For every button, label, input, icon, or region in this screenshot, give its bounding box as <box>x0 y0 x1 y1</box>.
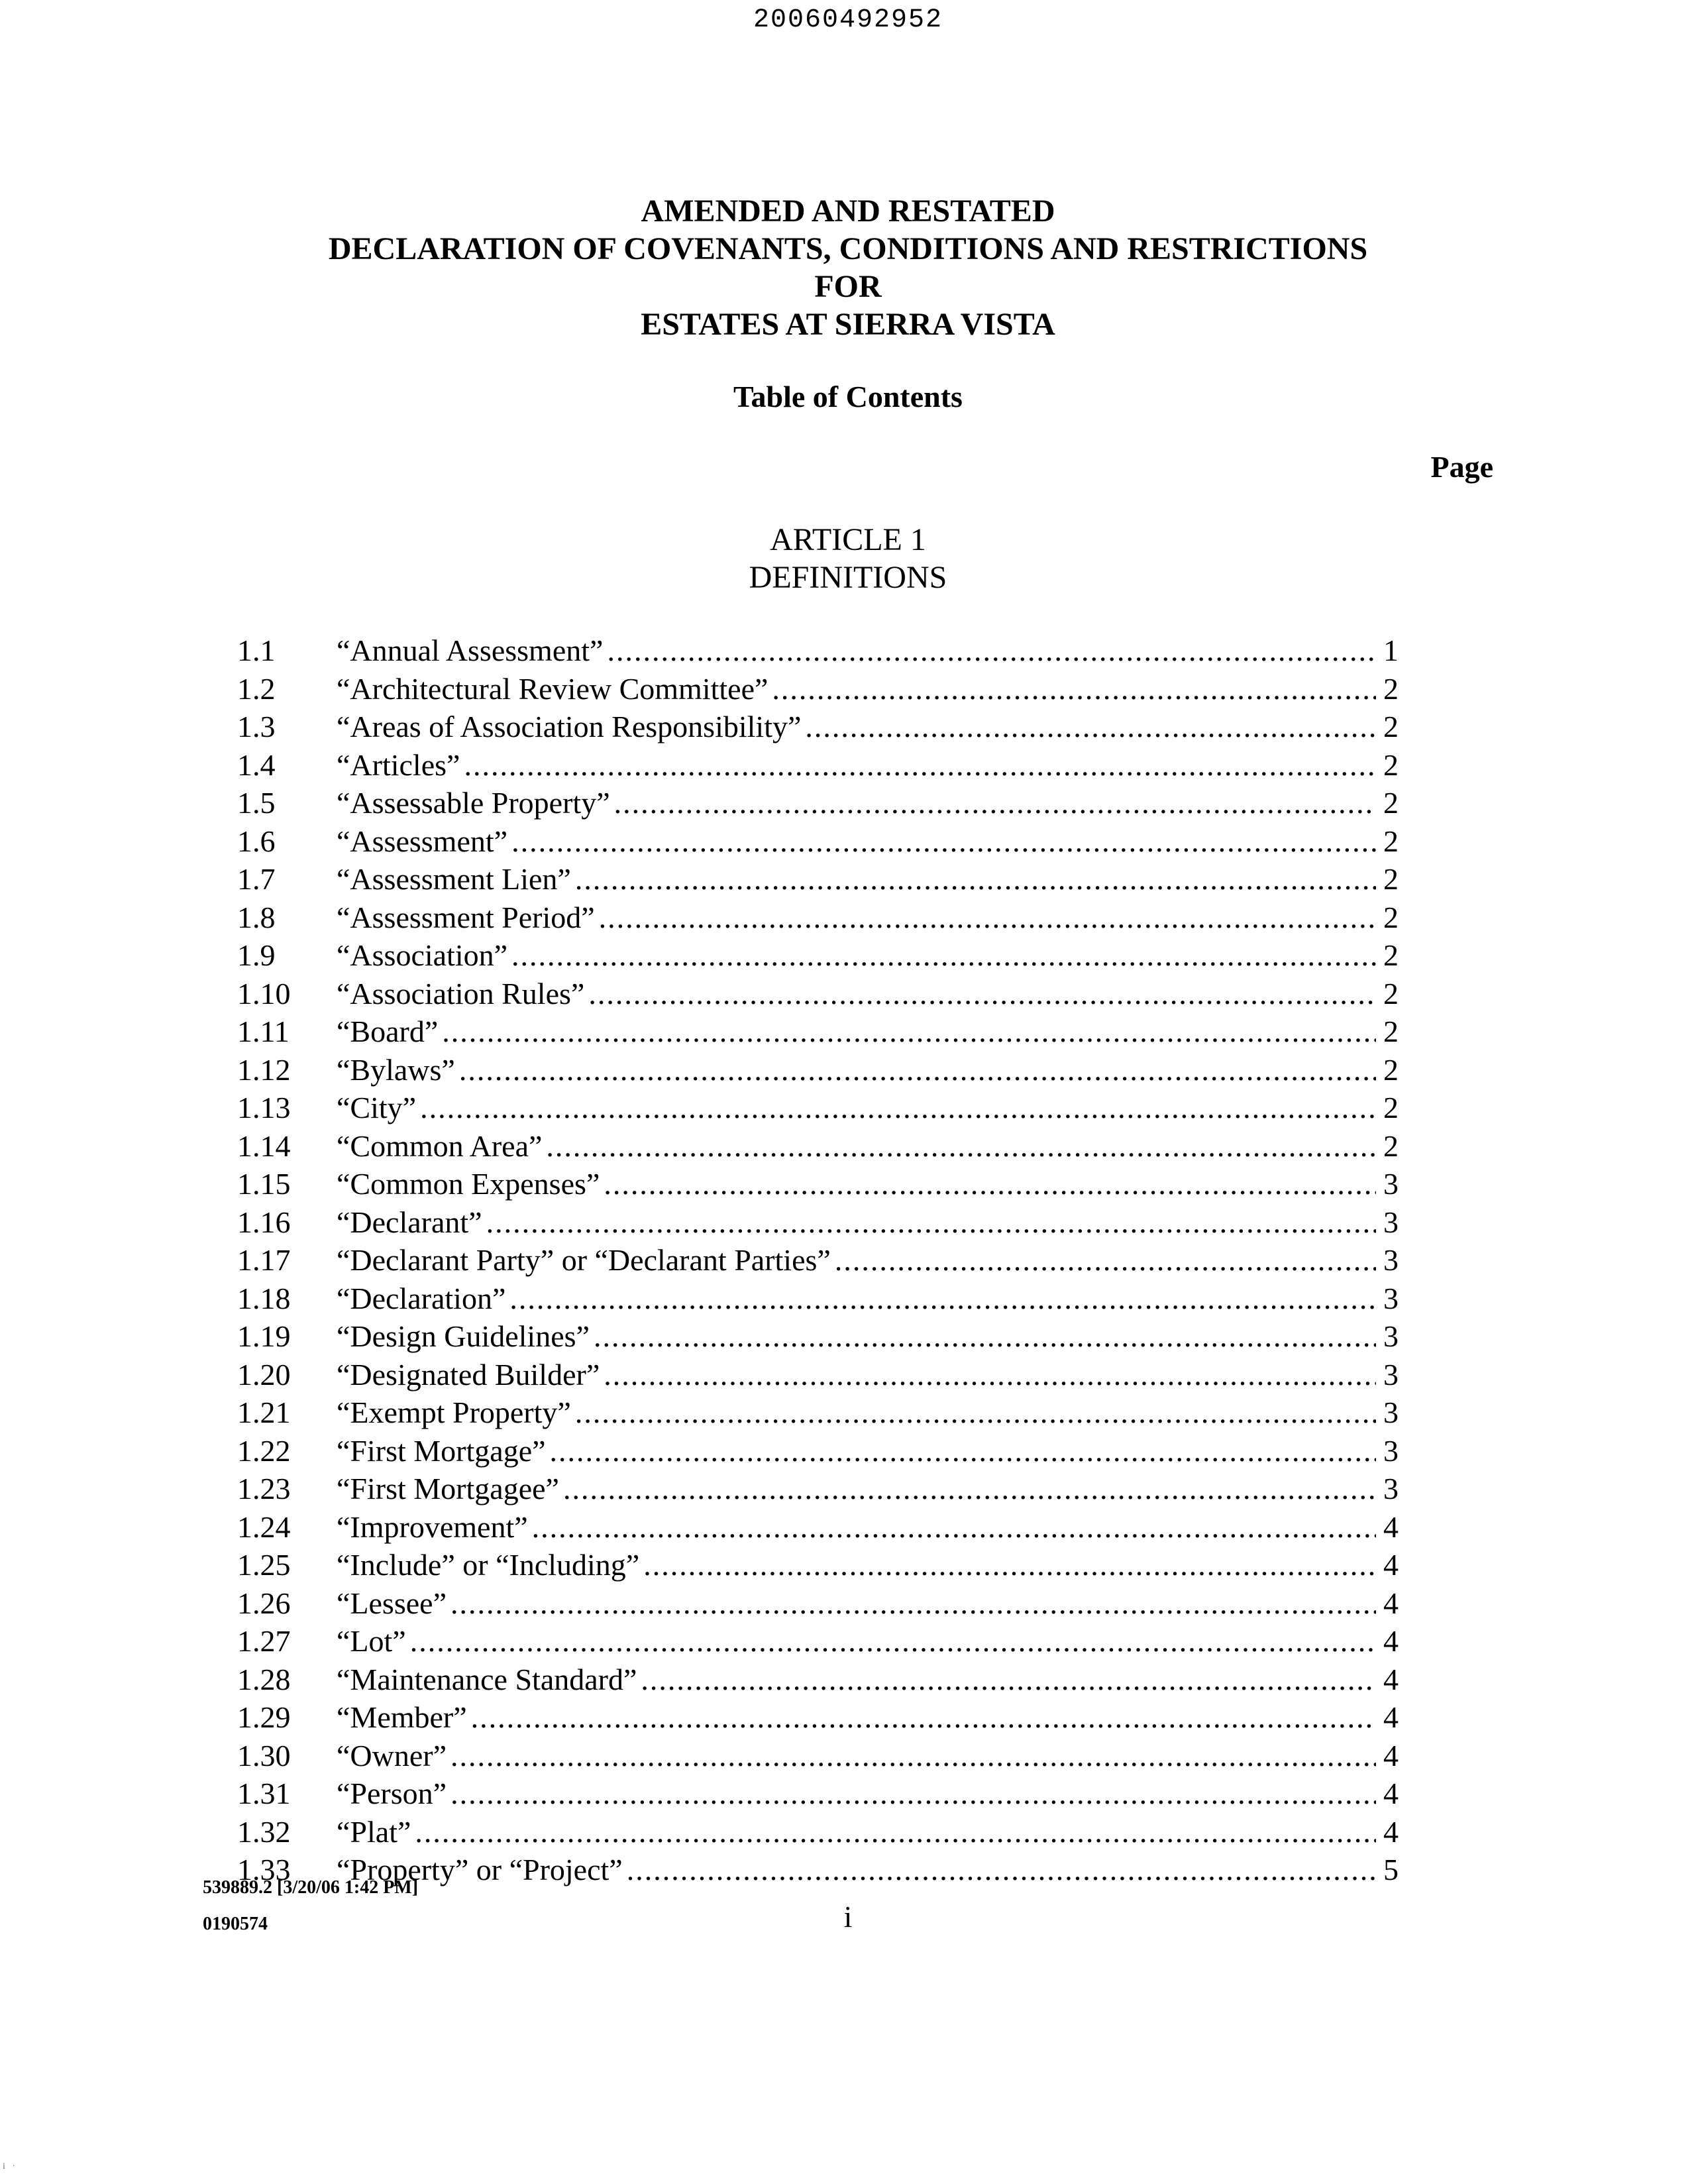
toc-entry-page: 2 <box>1383 747 1399 782</box>
toc-entry-number: 1.26 <box>237 1586 291 1620</box>
toc-entry-number: 1.30 <box>237 1738 291 1773</box>
toc-entry-title: “Annual Assessment” <box>337 633 604 667</box>
toc-entry-page: 3 <box>1383 1319 1399 1353</box>
toc-entry-title: “Architectural Review Committee” <box>337 671 768 706</box>
dot-leader <box>410 1622 1376 1660</box>
dot-leader <box>599 899 1376 936</box>
dot-leader <box>835 1241 1376 1279</box>
toc-entry-title: “Maintenance Standard” <box>337 1662 637 1696</box>
toc-entry-title: “Declaration” <box>337 1281 506 1315</box>
dot-leader <box>805 708 1376 745</box>
toc-entry-title: “Bylaws” <box>337 1052 455 1087</box>
toc-entry-number: 1.10 <box>237 976 291 1010</box>
toc-entry-title: “Plat” <box>337 1814 411 1849</box>
toc-entry-number: 1.4 <box>237 747 276 782</box>
toc-entry-page: 4 <box>1383 1586 1399 1620</box>
article-number: ARTICLE 1 <box>770 522 926 557</box>
toc-entry <box>237 1317 1399 1356</box>
dot-leader <box>627 1851 1376 1888</box>
toc-entry <box>237 1127 1399 1166</box>
toc-heading: Table of Contents <box>733 380 963 413</box>
dot-leader <box>509 1280 1376 1317</box>
toc-entry <box>237 1241 1399 1280</box>
toc-entry-page: 3 <box>1383 1395 1399 1429</box>
toc-entry-number: 1.15 <box>237 1167 291 1201</box>
toc-entry-title: “Person” <box>337 1776 447 1810</box>
dot-leader <box>604 1165 1376 1203</box>
toc-entry <box>237 1546 1399 1584</box>
toc-entry-title: “Assessment Lien” <box>337 862 571 896</box>
toc-entry-number: 1.12 <box>237 1052 291 1087</box>
toc-entry-title: “Association” <box>337 938 508 972</box>
toc-entry-number: 1.24 <box>237 1509 291 1544</box>
toc-entry-number: 1.21 <box>237 1395 291 1429</box>
toc-entry <box>237 1622 1399 1661</box>
toc-entry-number: 1.27 <box>237 1624 291 1658</box>
toc-entry-page: 2 <box>1383 1052 1399 1087</box>
dot-leader <box>588 975 1376 1012</box>
toc-entry-page: 4 <box>1383 1624 1399 1658</box>
toc-entry <box>237 899 1399 937</box>
toc-entry <box>237 1356 1399 1394</box>
toc-entry <box>237 1508 1399 1547</box>
dot-leader <box>772 670 1376 708</box>
toc-entry-page: 2 <box>1383 938 1399 972</box>
toc-entry-number: 1.8 <box>237 900 276 934</box>
dot-leader <box>575 1393 1376 1431</box>
toc-entry-number: 1.23 <box>237 1472 291 1505</box>
toc-entry-title: “Declarant Party” or “Declarant Parties” <box>337 1243 831 1277</box>
toc-entry-number: 1.20 <box>237 1357 291 1392</box>
dot-leader <box>442 1012 1376 1050</box>
toc-entry-page: 1 <box>1383 633 1399 667</box>
dot-leader <box>450 1737 1376 1774</box>
toc-entry-page: 2 <box>1383 1091 1399 1124</box>
toc-entry <box>237 1432 1399 1470</box>
scan-artifact: i · <box>3 2161 16 2171</box>
toc-entry-page: 4 <box>1383 1548 1399 1582</box>
toc-entry-title: “Areas of Association Responsibility” <box>337 710 802 743</box>
toc-entry-number: 1.19 <box>237 1319 291 1353</box>
dot-leader <box>575 860 1376 898</box>
toc-entry-page: 2 <box>1383 786 1399 820</box>
toc-entry-number: 1.3 <box>237 710 276 743</box>
title-line-1: AMENDED AND RESTATED <box>641 193 1055 229</box>
dot-leader <box>511 822 1376 860</box>
toc-entry-number: 1.25 <box>237 1548 291 1582</box>
toc-entry-page: 4 <box>1383 1700 1399 1734</box>
toc-entry-title: “Improvement” <box>337 1509 528 1544</box>
toc-entry <box>237 1774 1399 1813</box>
toc-entry-number: 1.13 <box>237 1091 291 1124</box>
document-reference: 539889.2 [3/20/06 1:42 PM] <box>203 1877 419 1898</box>
recording-number: 20060492952 <box>753 5 943 35</box>
toc-entry-number: 1.17 <box>237 1243 291 1277</box>
toc-entry-title: “Assessable Property” <box>337 786 610 820</box>
title-line-2: DECLARATION OF COVENANTS, CONDITIONS AND RESTRICTIONS <box>328 231 1368 266</box>
toc-entry-page: 2 <box>1383 1128 1399 1163</box>
toc-entry-title: “Declarant” <box>337 1205 482 1239</box>
toc-entry <box>237 1012 1399 1051</box>
toc-entry-number: 1.11 <box>237 1014 290 1048</box>
dot-leader <box>415 1813 1376 1851</box>
toc-entry-title: “Exempt Property” <box>337 1395 571 1429</box>
toc-entry-number: 1.16 <box>237 1205 291 1239</box>
toc-entry <box>237 1393 1399 1432</box>
toc-entry <box>237 784 1399 822</box>
toc-entry <box>237 1280 1399 1318</box>
dot-leader <box>614 784 1376 822</box>
toc-entry-title: “First Mortgage” <box>337 1433 546 1468</box>
toc-entry-title: “Designated Builder” <box>337 1357 600 1392</box>
dot-leader <box>511 936 1376 974</box>
toc-entry-title: “Common Expenses” <box>337 1167 600 1201</box>
toc-entry-page: 2 <box>1383 976 1399 1010</box>
dot-leader <box>550 1432 1376 1470</box>
toc-entry-number: 1.33 <box>237 1853 291 1886</box>
toc-entry <box>237 746 1399 785</box>
toc-entry <box>237 936 1399 975</box>
toc-entry-title: “Articles” <box>337 747 460 782</box>
toc-entry-page: 2 <box>1383 710 1399 743</box>
document-title <box>0 192 1696 343</box>
toc-entry-page: 2 <box>1383 900 1399 934</box>
toc-entry-number: 1.7 <box>237 862 276 896</box>
toc-entry-number: 1.18 <box>237 1281 291 1315</box>
page-number: i <box>843 1900 853 1934</box>
toc-entry-page: 3 <box>1383 1205 1399 1239</box>
toc-entry-page: 4 <box>1383 1776 1399 1810</box>
page-column-label: Page <box>1430 450 1493 484</box>
toc-entry-title: “Lot” <box>337 1624 406 1658</box>
toc-entry-page: 3 <box>1383 1167 1399 1201</box>
dot-leader <box>459 1051 1376 1089</box>
title-line-4: ESTATES AT SIERRA VISTA <box>641 307 1055 342</box>
toc-entry-page: 2 <box>1383 824 1399 858</box>
toc-entry-page: 4 <box>1383 1814 1399 1849</box>
toc-entry <box>237 631 1399 670</box>
toc-entry <box>237 1051 1399 1089</box>
toc-entry-page: 3 <box>1383 1357 1399 1392</box>
toc-entry-number: 1.5 <box>237 786 276 820</box>
toc-entry-page: 4 <box>1383 1662 1399 1696</box>
toc-entry-page: 3 <box>1383 1433 1399 1468</box>
toc-entry-page: 5 <box>1383 1853 1399 1886</box>
dot-leader <box>563 1470 1376 1507</box>
toc-entry-page: 2 <box>1383 1014 1399 1048</box>
toc-entry-number: 1.28 <box>237 1662 291 1696</box>
toc-entry <box>237 975 1399 1013</box>
toc-entry-title: “Property” or “Project” <box>337 1853 623 1886</box>
toc-entry-number: 1.14 <box>237 1128 291 1163</box>
toc-entry-number: 1.2 <box>237 671 276 706</box>
dot-leader <box>532 1508 1376 1546</box>
toc-entry <box>237 1737 1399 1775</box>
toc-entry <box>237 1661 1399 1699</box>
toc-entry-number: 1.29 <box>237 1700 291 1734</box>
toc-entry-title: “Assessment Period” <box>337 900 595 934</box>
toc-entry-title: “Board” <box>337 1014 439 1048</box>
toc-entry-number: 1.22 <box>237 1433 291 1468</box>
toc-entry-title: “Lessee” <box>337 1586 447 1620</box>
file-number: 0190574 <box>203 1914 268 1934</box>
toc-list <box>237 631 1399 1889</box>
dot-leader <box>546 1127 1376 1165</box>
toc-entry-number: 1.6 <box>237 824 276 858</box>
article-name: DEFINITIONS <box>749 560 947 595</box>
toc-entry-title: “Design Guidelines” <box>337 1319 590 1353</box>
toc-entry-title: “Association Rules” <box>337 976 585 1010</box>
dot-leader <box>604 1356 1376 1393</box>
toc-entry-title: “Common Area” <box>337 1128 543 1163</box>
toc-entry-title: “Include” or “Including” <box>337 1548 640 1582</box>
dot-leader <box>486 1203 1376 1241</box>
dot-leader <box>464 746 1376 784</box>
toc-entry-title: “Owner” <box>337 1738 447 1773</box>
dot-leader <box>594 1317 1376 1355</box>
toc-entry-title: “Assessment” <box>337 824 508 858</box>
toc-entry <box>237 1698 1399 1737</box>
toc-entry <box>237 1584 1399 1623</box>
toc-entry <box>237 1470 1399 1508</box>
toc-entry-number: 1.9 <box>237 938 276 972</box>
article-heading <box>0 521 1696 596</box>
toc-entry <box>237 708 1399 746</box>
dot-leader <box>450 1584 1376 1622</box>
toc-entry <box>237 860 1399 899</box>
toc-entry <box>237 822 1399 861</box>
toc-entry-title: “First Mortgagee” <box>337 1472 559 1505</box>
toc-entry-page: 4 <box>1383 1509 1399 1544</box>
toc-entry <box>237 670 1399 708</box>
toc-entry-page: 3 <box>1383 1281 1399 1315</box>
toc-entry <box>237 1165 1399 1203</box>
toc-entry-title: “Member” <box>337 1700 467 1734</box>
toc-entry <box>237 1813 1399 1851</box>
toc-entry-page: 3 <box>1383 1243 1399 1277</box>
dot-leader <box>450 1774 1376 1812</box>
title-line-3: FOR <box>814 269 882 304</box>
toc-entry-number: 1.32 <box>237 1814 291 1849</box>
toc-entry <box>237 1089 1399 1127</box>
dot-leader <box>607 631 1376 669</box>
dot-leader <box>641 1661 1376 1698</box>
toc-entry-number: 1.31 <box>237 1776 291 1810</box>
dot-leader <box>643 1546 1376 1584</box>
toc-entry-page: 2 <box>1383 671 1399 706</box>
toc-entry-number: 1.1 <box>237 633 276 667</box>
dot-leader <box>420 1089 1376 1126</box>
toc-entry-page: 3 <box>1383 1472 1399 1505</box>
toc-entry-page: 4 <box>1383 1738 1399 1773</box>
toc-entry <box>237 1203 1399 1242</box>
toc-entry-page: 2 <box>1383 862 1399 896</box>
dot-leader <box>471 1698 1376 1736</box>
toc-entry-title: “City” <box>337 1091 417 1124</box>
